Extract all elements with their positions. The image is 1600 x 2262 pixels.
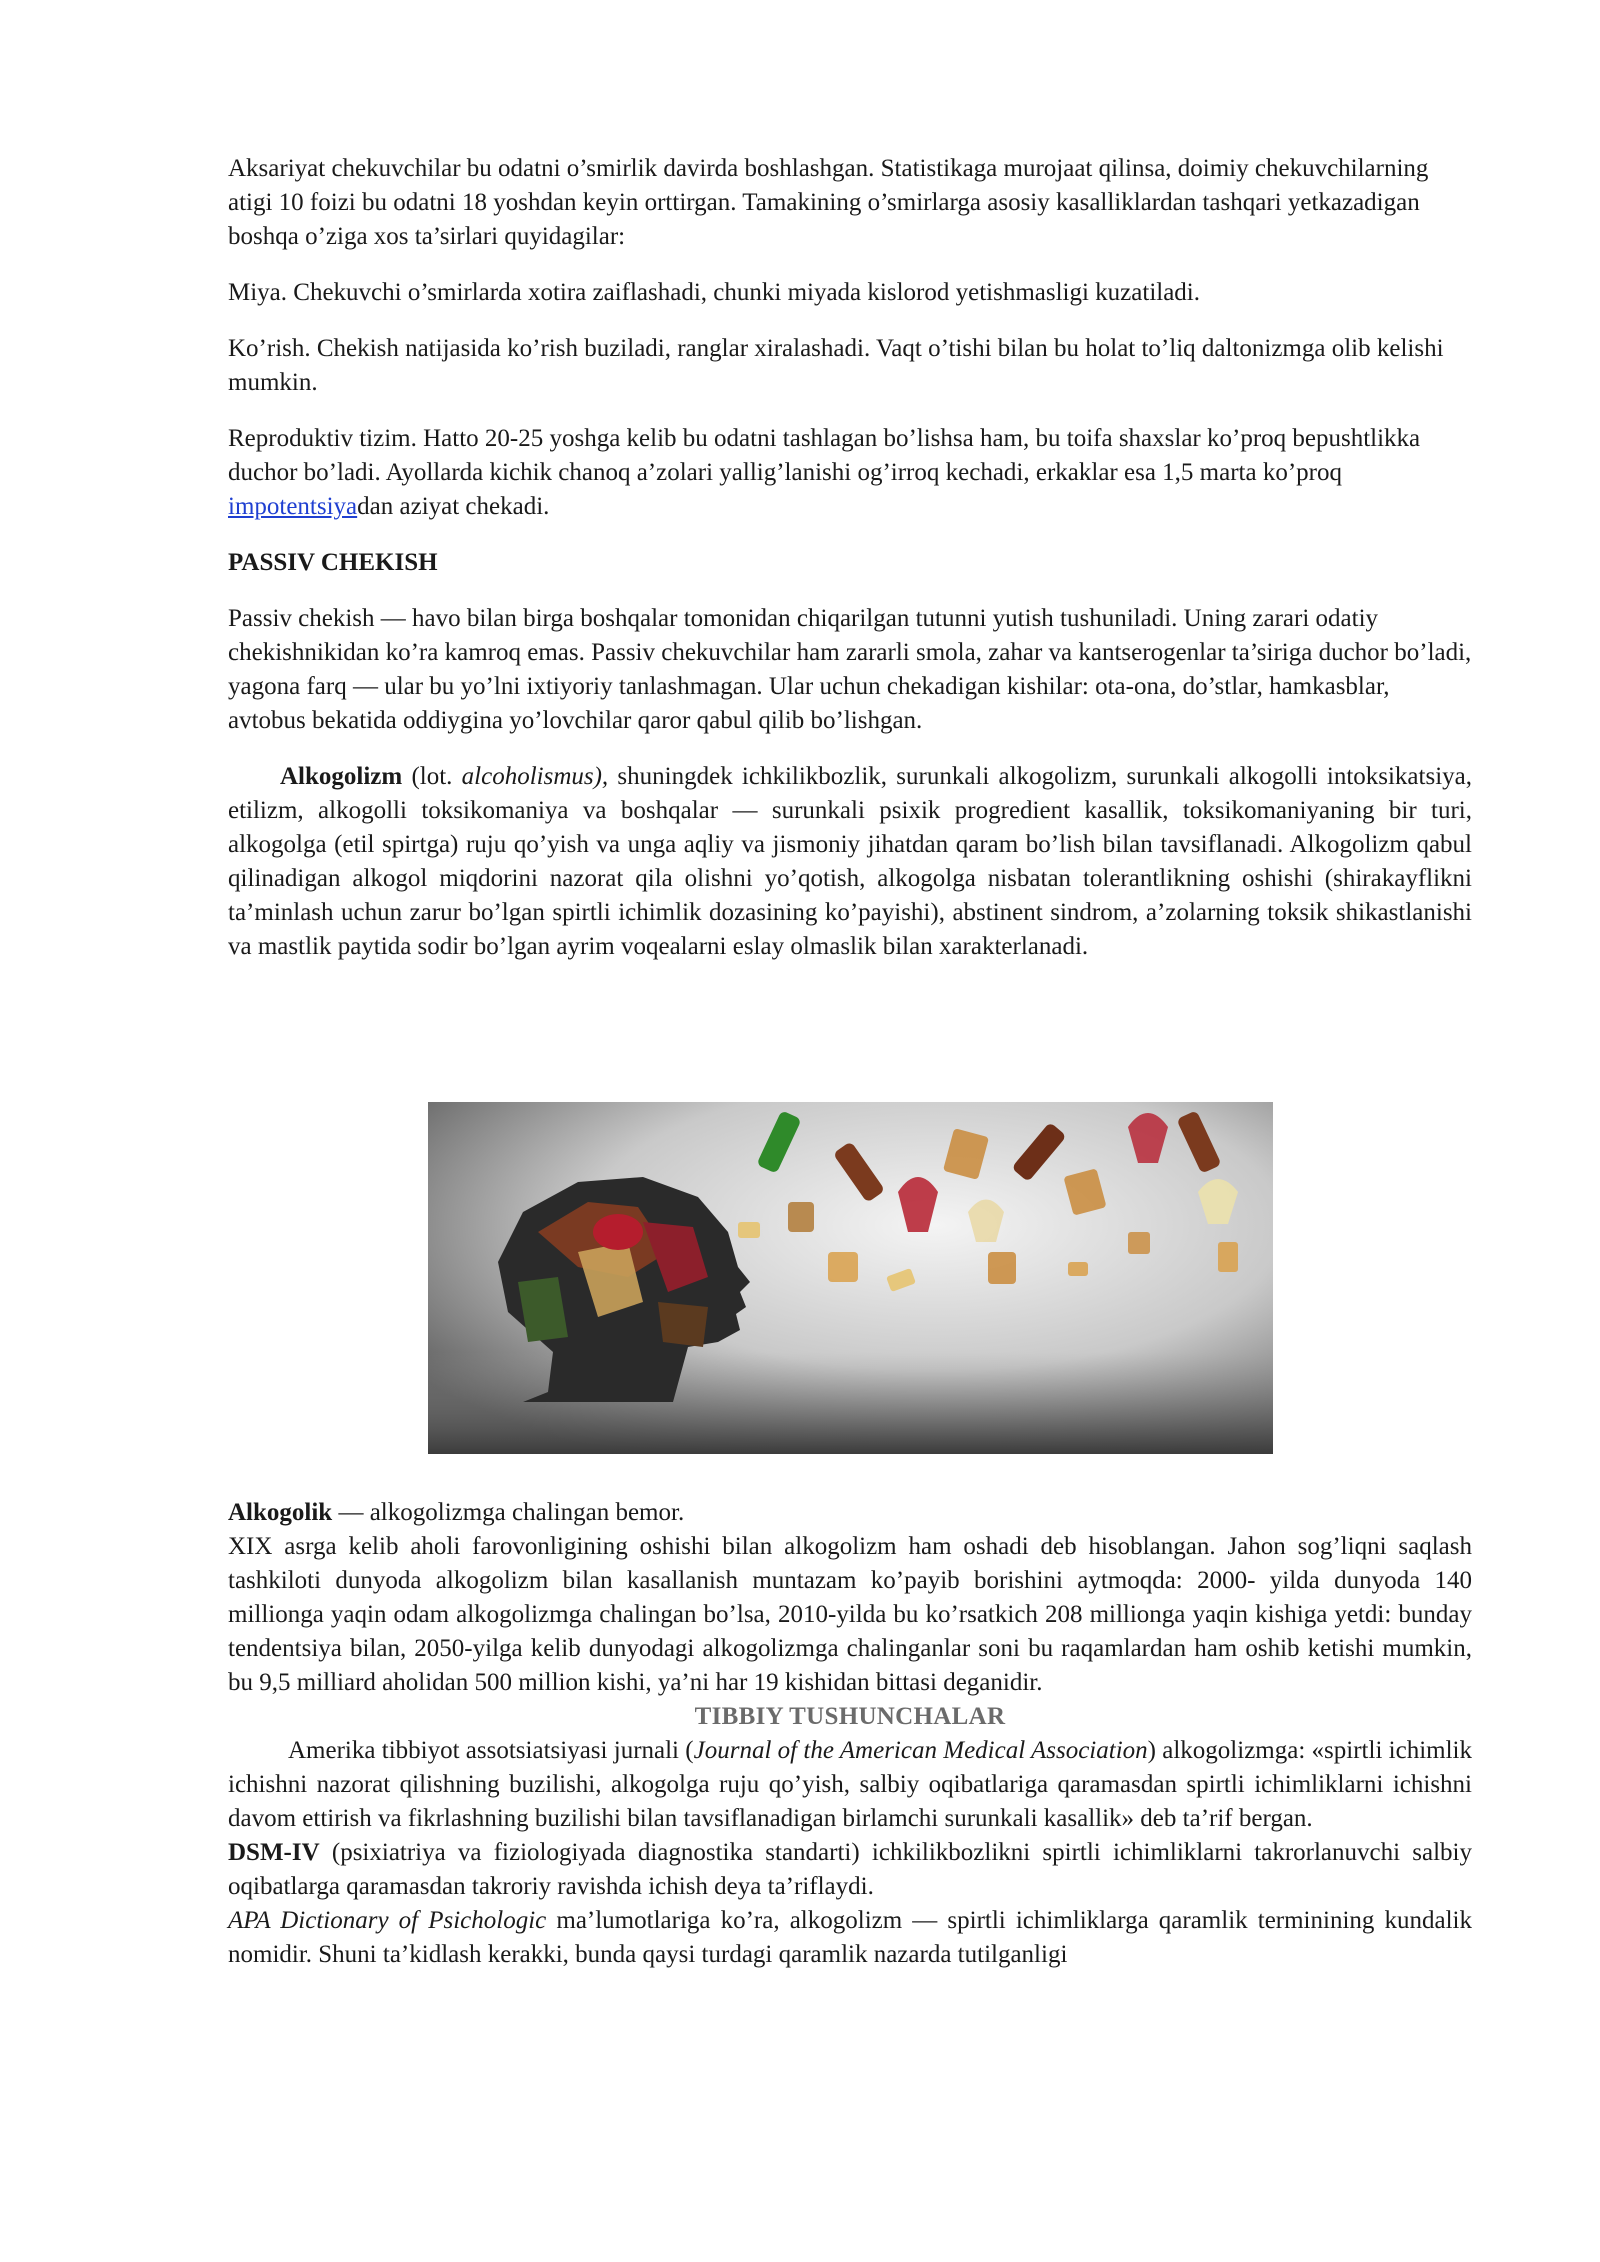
alcoholic-section bbox=[228, 1496, 1472, 1972]
alcoholism-lat-word: alcoholismus), bbox=[461, 763, 609, 790]
reproductive-text-end: dan aziyat chekadi. bbox=[357, 493, 550, 520]
reproductive-text: Reproduktiv tizim. Hatto 20-25 yoshga kelib bu odatni tashlagan bo’lishsa ham, bu toifa shaxslar ko’proq bepushtlikka duchor bo’ladi. Ayollarda kichik chanoq a’zolari yallig’lanishi og’irroq kechadi, erkaklar esa 1,5 marta ko’proq bbox=[228, 425, 1421, 486]
passive-smoking-heading: PASSIV CHEKISH bbox=[228, 549, 438, 576]
dsm-paragraph bbox=[228, 1836, 1472, 1904]
dsm-body: (psixiatriya va fiziologiyada diagnostika standarti) ichkilikbozlikni spirtli ichimliklarni takrorlanuvchi salbiy oqibatlarga qaramasdan takroriy ravishda ichish deya ta’riflaydi. bbox=[228, 1839, 1472, 1900]
alcoholic-term: Alkogolik bbox=[228, 1499, 333, 1526]
alcoholic-definition bbox=[228, 1496, 1472, 1530]
alcoholism-paragraph bbox=[228, 760, 1472, 964]
ama-prefix: Amerika tibbiyot assotsiatsiyasi jurnali ( bbox=[288, 1737, 694, 1764]
alcoholic-def-text: — alkogolizmga chalingan bemor. bbox=[332, 1499, 685, 1526]
ama-suffix: ) alkogolizmga: «spirtli ichimlik ichishni nazorat qilishning buzilishi, alkogolga ruju qo’yish, salbiy oqibatlariga qaramasdan spirtli ichimliklarni ichishni davom ettirish va fikrlashning buzilishi bilan tavsiflanadigan birlamchi surunkali kasallik» deb ta’rif bergan. bbox=[228, 1737, 1473, 1832]
dsm-term: DSM-IV bbox=[228, 1839, 320, 1866]
passive-smoking-paragraph: Passiv chekish — havo bilan birga boshqalar tomonidan chiqarilgan tutunni yutish tushuniladi. Uning zarari odatiy chekishnikidan ko’ra kamroq emas. Passiv chekuvchilar ham zararli smola, zahar va kantserogenlar ta’siriga duchor bo’ladi, yagona farq — ular bu yo’lni ixtiyoriy tanlashmagan. Ular uchun chekadigan kishilar: ota-ona, do’stlar, hamkasblar, avtobus bekatida oddiygina yo’lovchilar qaror qabul qilib bo’lishgan. bbox=[228, 605, 1472, 734]
alcoholic-paragraph: XIX asrga kelib aholi farovonligining oshishi bilan alkogolizm ham oshadi deb hisoblangan. Jahon sog’liqni saqlash tashkiloti dunyoda alkogolizm bilan kasallanish muntazam ko’payib borishini aytmoqda: 2000- yilda dunyoda 140 millionga yaqin odam alkogolizmga chalingan bo’lsa, 2010-yilda bu ko’rsatkich 208 millionga yaqin kishiga yetdi: bunday tendentsiya bilan, 2050-yilga kelib dunyodagi alkogolizmga chalinganlar soni bu raqamlardan ham oshib ketishi mumkin, bu 9,5 milliard aholidan 500 million kishi, ya’ni har 19 kishidan bittasi deganidir. bbox=[228, 1533, 1472, 1696]
alcoholism-body: shuningdek ichkilikbozlik, surunkali alkogolizm, surunkali alkogolli intoksikatsiya, etilizm, alkogolli toksikomaniya va boshqalar — surunkali psixik progredient kasallik, toksikomaniyaning bir turi, alkogolga (etil spirtga) ruju qo’yish va unga aqliy va jismoniy jihatdan qaram bo’lish bilan tavsiflanadi. Alkogolizm qabul qilinadigan alkogol miqdorini nazorat qila olishni yo’qotish, alkogolga nisbatan tolerantlikning oshishi (shirakayflikni ta’minlash uchun zarur bo’lgan spirtli ichimlik dozasining ko’payishi), abstinent sindrom, a’zolarning toksik shikastlanishi va mastlik paytida sodir bo’lgan ayrim voqealarni eslay olmaslik bilan xarakterlanadi. bbox=[228, 763, 1472, 960]
brain-paragraph: Miya. Chekuvchi o’smirlarda xotira zaiflashadi, chunki miyada kislorod yetishmasligi kuzatiladi. bbox=[228, 279, 1200, 306]
alcoholism-lat-prefix: (lot. bbox=[402, 763, 462, 790]
alcohol-head-illustration bbox=[428, 1102, 1273, 1454]
alcoholism-term: Alkogolizm bbox=[280, 763, 403, 790]
vision-paragraph: Ko’rish. Chekish natijasida ko’rish buziladi, ranglar xiralashadi. Vaqt o’tishi bilan bu holat to’liq daltonizmga olib kelishi mumkin. bbox=[228, 335, 1444, 396]
illustration-svg bbox=[428, 1102, 1273, 1454]
ama-journal-name: Journal of the American Medical Association bbox=[693, 1737, 1148, 1764]
apa-body: ma’lumotlariga ko’ra, alkogolizm — spirtli ichimliklarga qaramlik terminining kundalik nomidir. Shuni ta’kidlash kerakki, bunda qaysi turdagi qaramlik nazarda tutilganligi bbox=[228, 1907, 1472, 1968]
intro-paragraph: Aksariyat chekuvchilar bu odatni o’smirlik davirda boshlashgan. Statistikaga murojaat qilinsa, doimiy chekuvchilarning atigi 10 foizi bu odatni 18 yoshdan keyin orttirgan. Tamakining o’smirlarga asosiy kasalliklardan tashqari yetkazadigan boshqa o’ziga xos ta’sirlari quyidagilar: bbox=[228, 155, 1429, 250]
reproductive-paragraph bbox=[228, 422, 1472, 524]
ama-paragraph bbox=[228, 1734, 1472, 1836]
apa-paragraph bbox=[228, 1904, 1472, 1972]
apa-term: APA Dictionary of Psichologic bbox=[228, 1907, 547, 1934]
impotentsiya-link[interactable]: impotentsiya bbox=[228, 493, 358, 520]
smoking-effects-section bbox=[228, 152, 1472, 964]
medical-concepts-title: TIBBIY TUSHUNCHALAR bbox=[694, 1703, 1006, 1730]
